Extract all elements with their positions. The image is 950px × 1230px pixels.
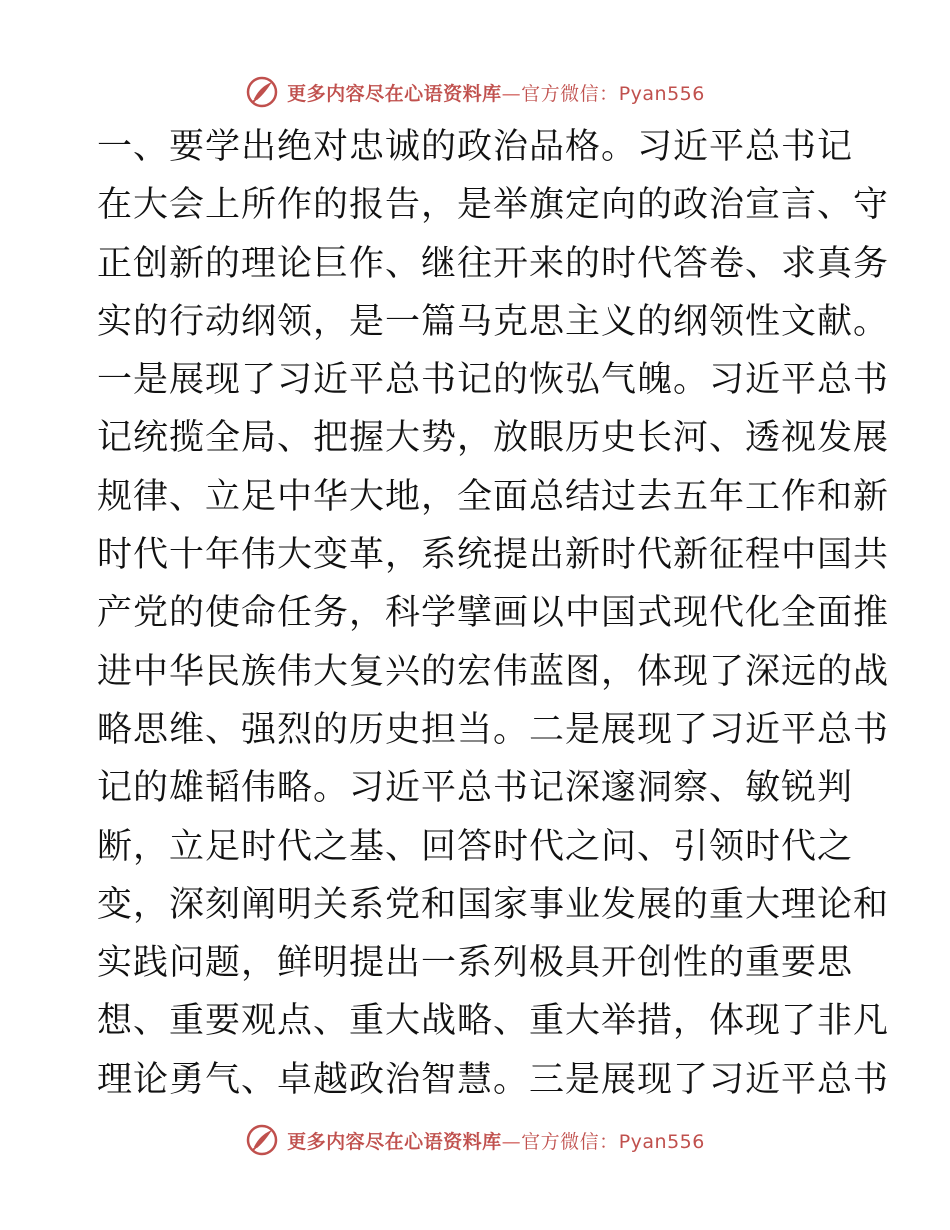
banner-site-name: 更多内容尽在心语资料库 (287, 82, 502, 105)
paragraph-line: 记统揽全局、把握大势，放眼历史长河、透视发展 (97, 418, 890, 459)
paragraph-line: 时代十年伟大变革，系统提出新时代新征程中国共 (97, 535, 890, 576)
banner-site-name: 更多内容尽在心语资料库 (287, 1130, 502, 1153)
banner-text (287, 1127, 705, 1154)
paragraph-line: 断，立足时代之基、回答时代之问、引领时代之 (97, 826, 854, 867)
paragraph-line: 进中华民族伟大复兴的宏伟蓝图，体现了深远的战 (97, 651, 890, 692)
header-banner (0, 70, 950, 114)
paragraph-line: 想、重要观点、重大战略、重大举措，体现了非凡 (97, 1001, 890, 1042)
paragraph-line: 规律、立足中华大地，全面总结过去五年工作和新 (97, 476, 890, 517)
banner-wechat-label: 官方微信： (521, 1130, 619, 1153)
footer-banner (0, 1118, 950, 1162)
banner-wechat-id: Pyan556 (618, 1130, 705, 1153)
document-body (97, 118, 890, 1109)
paragraph-line: 记的雄韬伟略。习近平总书记深邃洞察、敏锐判 (97, 768, 854, 809)
banner-text (287, 79, 705, 106)
banner-separator: — (501, 1130, 522, 1153)
banner-wechat-label: 官方微信： (521, 82, 619, 105)
banner-separator: — (501, 82, 522, 105)
paragraph-line: 正创新的理论巨作、继往开来的时代答卷、求真务 (97, 243, 890, 284)
paragraph-line: 一、要学出绝对忠诚的政治品格。习近平总书记 (97, 127, 854, 167)
paragraph-line: 一是展现了习近平总书记的恢弘气魄。习近平总书 (97, 360, 890, 401)
paragraph-line: 在大会上所作的报告，是举旗定向的政治宣言、守 (97, 185, 890, 226)
paragraph-line: 实的行动纲领，是一篇马克思主义的纲领性文献。 (97, 301, 890, 342)
paragraph-line: 理论勇气、卓越政治智慧。三是展现了习近平总书 (97, 1059, 890, 1100)
paragraph-line: 略思维、强烈的历史担当。二是展现了习近平总书 (97, 709, 890, 750)
paragraph-line: 变，深刻阐明关系党和国家事业发展的重大理论和 (97, 884, 890, 925)
banner-wechat-id: Pyan556 (618, 82, 705, 105)
paragraph-line: 产党的使命任务，科学擘画以中国式现代化全面推 (97, 593, 890, 634)
quill-logo-icon (245, 1123, 279, 1157)
paragraph-line: 实践问题，鲜明提出一系列极具开创性的重要思 (97, 943, 854, 984)
quill-logo-icon (245, 75, 279, 109)
